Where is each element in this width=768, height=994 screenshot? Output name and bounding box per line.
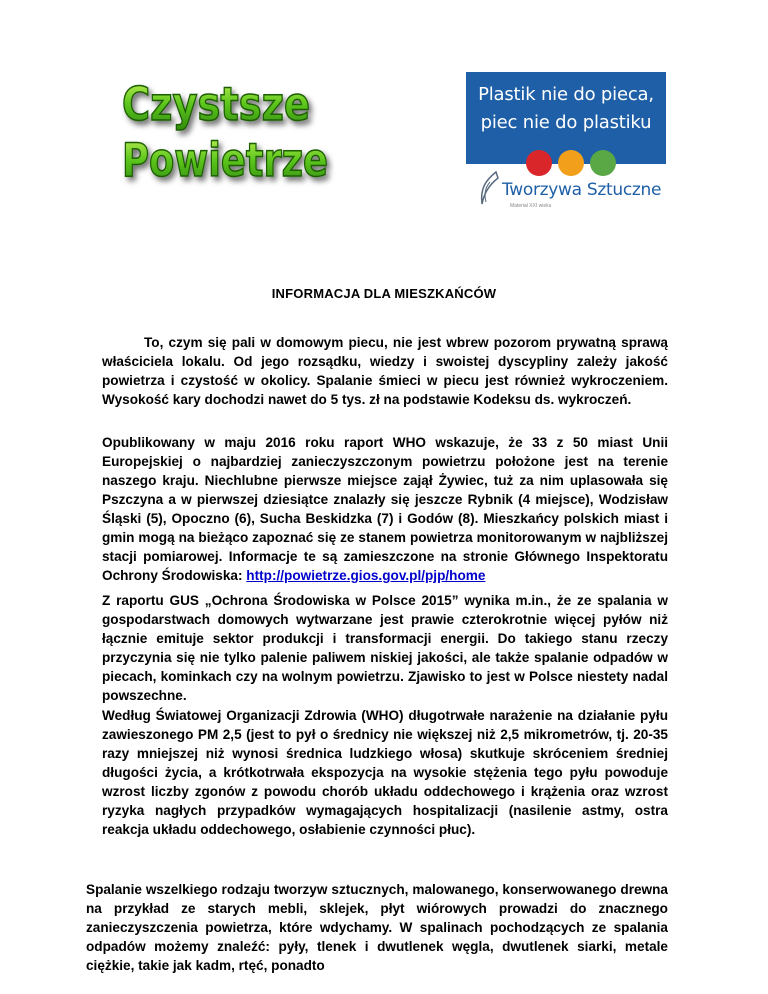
page-title: INFORMACJA DLA MIESZKAŃCÓW <box>271 286 497 301</box>
paragraph-3: Z raportu GUS „Ochrona Środowiska w Polsce 2015” wynika m.in., że ze spalania w gospodarstwach domowych wytwarzane jest prawie czterokrotnie więcej pyłów niż łącznie emituje sektor produkcji i transformacji energii. Do takiego stanu rzeczy przyczynia się nie tylko palenie paliwem niskiej jakości, ale także spalanie odpadów w piecach, kominkach czy na wolnym powietrzu. Zjawisko to jest w Polsce niestety nadal powszechne. <box>102 593 668 703</box>
slogan-line2: piec nie do plastiku <box>480 112 652 133</box>
gios-link[interactable]: http://powietrze.gios.gov.pl/pjp/home <box>246 568 486 583</box>
paragraph-2-text: Opublikowany w maju 2016 roku raport WHO wskazuje, że 33 z 50 miast Unii Europejskiej o najbardziej zanieczyszczonym powietrzu położone jest na terenie naszego kraju. Niechlubne pierwsze miejsce zajął Żywiec, tuż za nim uplasowała się Pszczyna a w pierwszej dziesiątce znalazły się jeszcze Rybnik (4 miejsce), Wodzisław Śląski (5), Opoczno (6), Sucha Beskidzka (7) i Godów (8). Mieszkańcy polskich miast i gmin mogą na bieżąco zapoznać się ze stanem powietrza monitorowanym w najbliższej stacji pomiarowej. Informacje te są zamieszczone na stronie Głównego Inspektoratu Ochrony Środowiska: <box>102 435 668 583</box>
paragraph-1: To, czym się pali w domowym piecu, nie jest wbrew pozorom prywatną sprawą właściciela lokalu. Od jego rozsądku, wiedzy i swoistej dyscypliny zależy jakość powietrza i czystość w okolicy. Spalanie śmieci w piecu jest również wykroczeniem. Wysokość kary dochodzi nawet do 5 tys. zł na podstawie Kodeksu ds. wykroczeń. <box>102 335 668 407</box>
brand-name: Tworzywa Sztuczne <box>502 180 662 200</box>
tworzywa-sztuczne-logo <box>466 72 666 214</box>
czystsze-powietrze-logo <box>118 72 348 187</box>
paragraph-4: Według Światowej Organizacji Zdrowia (WHO) długotrwałe narażenie na działanie pyłu zawieszonego PM 2,5 (jest to pył o średnicy nie większej niż 2,5 mikrometrów, tj. 20-35 razy mniejszej niż wynosi średnica ludzkiego włosa) skutkuje skróceniem średniej długości życia, a krótkotrwała ekspozycja na wysokie stężenia tego pyłu powoduje wzrost liczby zgonów z powodu chorób układu oddechowego i krążenia oraz wzrost ryzyka nagłych przypadków wymagających hospitalizacji (nasilenie astmy, ostra reakcja układu oddechowego, osłabienie czynności płuc). <box>102 708 668 837</box>
red-dot-icon <box>526 150 552 176</box>
green-dot-icon <box>590 150 616 176</box>
orange-dot-icon <box>558 150 584 176</box>
paragraph-2 <box>102 433 668 585</box>
logo-text-line2: Powietrze <box>122 133 328 187</box>
paragraph-5: Spalanie wszelkiego rodzaju tworzyw sztucznych, malowanego, konserwowanego drewna na przykład ze starych mebli, sklejek, płyt wiórowych prowadzi do znacznego zanieczyszczenia powietrza, które wdychamy. W spalinach pochodzących ze spalania odpadów możemy znaleźć: pyły, tlenek i dwutlenek węgla, dwutlenek siarki, metale ciężkie, takie jak kadm, rtęć, ponadto <box>86 882 668 973</box>
swoosh-icon <box>476 170 500 206</box>
brand-subtitle: Materiał XXI wieku <box>510 203 552 209</box>
slogan-line1: Plastik nie do pieca, <box>478 84 654 105</box>
logo-text-line1: Czystsze <box>122 77 310 131</box>
